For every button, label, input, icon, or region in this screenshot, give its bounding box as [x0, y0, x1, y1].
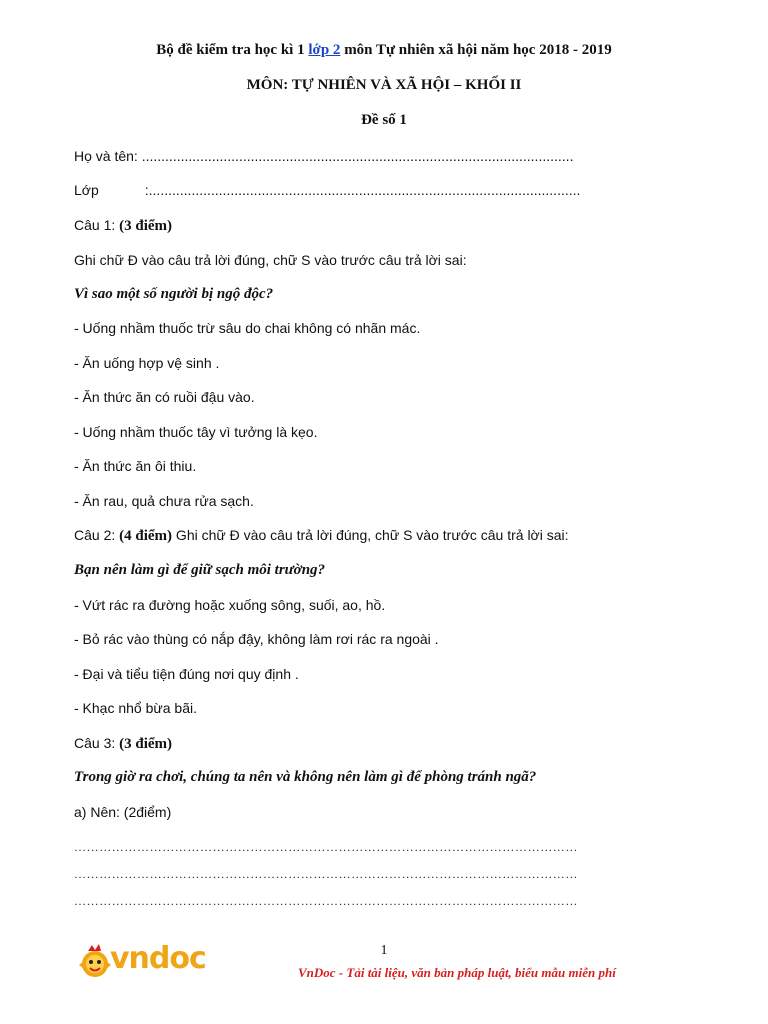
q1-item: - Uống nhầm thuốc tây vì tưởng là kẹo. [74, 424, 318, 440]
q3-heading: Câu 3: (3 điểm) [74, 735, 173, 752]
answer-line[interactable]: ………………………………………………………………………………………………………… [74, 894, 578, 908]
q2-heading: Câu 2: (4 điểm) Ghi chữ Đ vào câu trả lời đúng, chữ S vào trước câu trả lời sai: [74, 527, 569, 544]
page-number: 1 [380, 943, 388, 958]
q1-question: Vì sao một số người bị ngộ độc? [74, 286, 274, 302]
q1-item: - Uống nhầm thuốc trừ sâu do chai không có nhãn mác. [74, 320, 421, 336]
grade-link[interactable]: lớp 2 [308, 42, 341, 58]
q3-points: (3 điểm) [119, 736, 173, 752]
class-dots: :............................................................................................................... [144, 182, 581, 198]
q2-points: (4 điểm) [119, 528, 173, 544]
q1-item: - Ăn thức ăn có ruồi đậu vào. [74, 389, 255, 405]
q3-part-a: a) Nên: (2điểm) [74, 804, 172, 820]
q2-item: - Vứt rác ra đường hoặc xuống sông, suối, ao, hồ. [74, 597, 386, 613]
exam-number: Đề số 1 [361, 112, 407, 128]
q1-heading: Câu 1: (3 điểm) [74, 217, 173, 234]
q3-question: Trong giờ ra chơi, chúng ta nên và không nên làm gì để phòng tránh ngã? [74, 769, 537, 785]
q1-item: - Ăn thức ăn ôi thiu. [74, 458, 197, 474]
q2-instruction: Ghi chữ Đ vào câu trả lời đúng, chữ S vào trước câu trả lời sai: [172, 527, 569, 543]
name-field: Họ và tên: ............................................................................................................... [74, 148, 574, 164]
q1-item: - Ăn rau, quả chưa rửa sạch. [74, 493, 254, 509]
class-field [74, 182, 580, 198]
document-title: Bộ đề kiểm tra học kì 1 lớp 2 môn Tự nhiên xã hội năm học 2018 - 2019 [156, 42, 612, 58]
q1-points: (3 điểm) [119, 218, 173, 234]
subject-heading: MÔN: TỰ NHIÊN VÀ XÃ HỘI – KHỐI II [246, 77, 522, 93]
q2-question: Bạn nên làm gì để giữ sạch môi trường? [74, 562, 326, 578]
logo-text: vndoc [110, 941, 206, 976]
q2-item: - Khạc nhổ bừa bãi. [74, 700, 198, 716]
vndoc-logo[interactable] [76, 943, 216, 983]
class-label: Lớp [74, 182, 99, 198]
q1-instruction: Ghi chữ Đ vào câu trả lời đúng, chữ S vào trước câu trả lời sai: [74, 252, 467, 268]
answer-line[interactable]: ………………………………………………………………………………………………………… [74, 867, 578, 881]
q2-item: - Bỏ rác vào thùng có nắp đậy, không làm rơi rác ra ngoài . [74, 631, 439, 647]
mascot-icon [76, 943, 114, 983]
q1-item: - Ăn uống hợp vệ sinh . [74, 355, 220, 371]
footer-tagline[interactable]: VnDoc - Tải tài liệu, văn bản pháp luật, biểu mẫu miễn phí [298, 965, 616, 980]
q2-item: - Đại và tiểu tiện đúng nơi quy định . [74, 666, 299, 682]
answer-line[interactable]: ………………………………………………………………………………………………………… [74, 840, 578, 854]
